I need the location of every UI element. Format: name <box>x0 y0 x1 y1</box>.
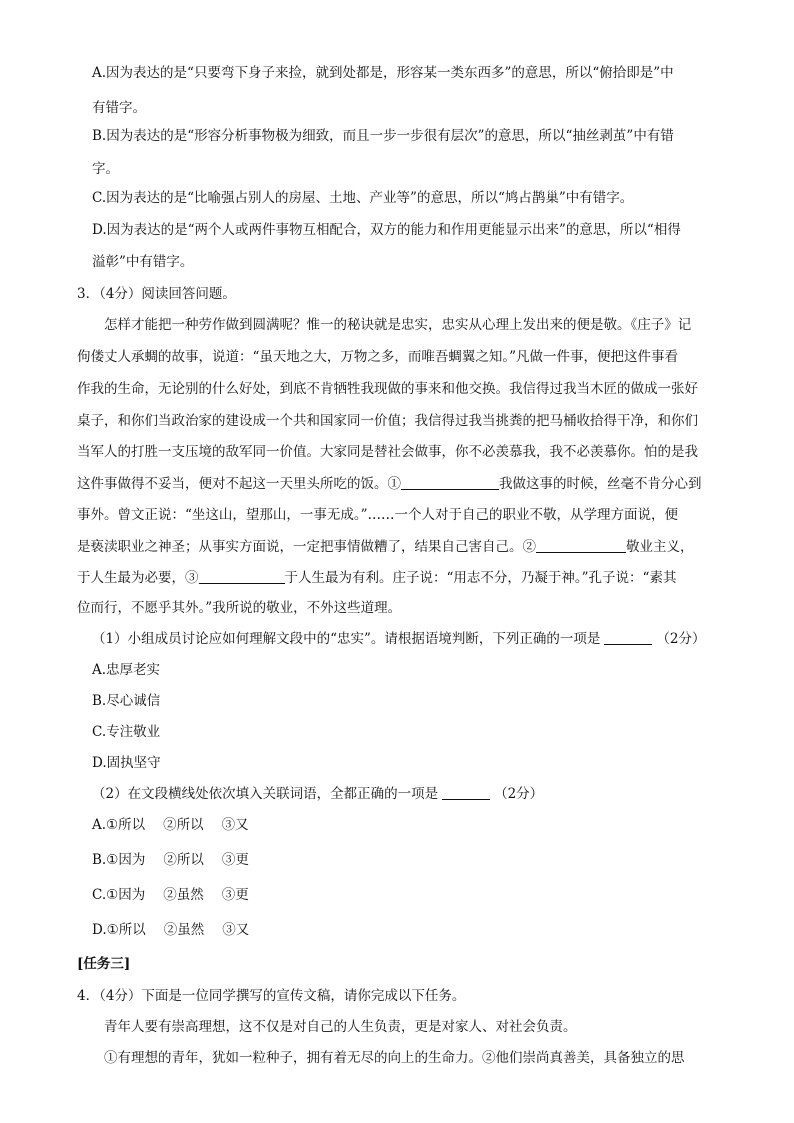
q4-text-line: ①有理想的青年，犹如一粒种子，拥有着无尽的向上的生命力。②他们崇尚真善美，具备独立的思 <box>104 1050 685 1066</box>
q3-sub1-option: A.忠厚老实 <box>92 662 161 678</box>
q3-passage-line: 怎样才能把一种劳作做到圆满呢？惟一的秘诀就是忠实，忠实从心理上发出来的便是敬。《庄子》记 <box>104 317 692 333</box>
q3-sub2-option: A.①所以 ②所以 ③又 <box>92 817 249 833</box>
q3-passage-line: 当军人的打胜一支压境的敌军同一价值。大家同是替社会做事，你不必羡慕我，我不必羡慕你。怕的是我 <box>77 444 698 460</box>
q3-passage-line: 这件事做得不妥当，便对不起这一天里头所吃的饭。① 我做这事的时候，丝毫不肯分心到 <box>77 476 702 492</box>
q4-title: 4．（4分）下面是一位同学撰写的宣传文稿，请你完成以下任务。 <box>77 988 466 1004</box>
q3-sub1-option: C.专注敬业 <box>92 724 161 740</box>
q3-passage-line: 作我的生命，无论别的什么好处，到底不肯牺牲我现做的事来和他交换。我信得过我当木匠的做成一张好 <box>77 381 698 397</box>
answer-blank[interactable] <box>442 785 490 800</box>
answer-blank[interactable] <box>604 630 652 645</box>
task-heading: [任务三] <box>77 956 131 972</box>
q3-passage-line: 桌子，和你们当政治家的建设成一个共和国家同一价值；我信得过我当挑粪的把马桶收拾得干净，和你们 <box>77 413 698 429</box>
q3-passage-line: 事外。曾文正说：“坐这山，望那山，一事无成。”……一个人对于自己的职业不敬，从学理方面说，便 <box>77 507 679 523</box>
blank-3[interactable] <box>199 569 285 584</box>
blank-1[interactable] <box>401 475 499 490</box>
q3-sub2-option: C.①因为 ②虽然 ③更 <box>92 887 249 903</box>
q3-sub2-stem: （2）在文段横线处依次填入关联词语，全都正确的一项是 （2分） <box>92 786 544 802</box>
q3-passage-line: 佝偻丈人承蜩的故事，说道：“虽天地之大，万物之多，而唯吾蜩翼之知。”凡做一件事，便把这件事看 <box>77 349 679 365</box>
q2-option-b-line2: 字。 <box>92 161 119 177</box>
q3-passage-line: 是亵渎职业之神圣；从事实方面说，一定把事情做糟了，结果自己害自己。② 敬业主义， <box>77 539 694 555</box>
q3-passage-line: 于人生最为必要，③ 于人生最为有利。庄子说：“用志不分，乃凝于神。”孔子说：“素其 <box>77 570 677 586</box>
q2-option-d-line1: D.因为表达的是“两个人或两件事物互相配合，双方的能力和作用更能显示出来”的意思，所以“相得 <box>92 222 681 238</box>
q4-text-line: 青年人要有崇高理想，这不仅是对自己的人生负责，更是对家人、对社会负责。 <box>104 1019 577 1035</box>
q3-passage-line: 位而行，不愿乎其外。”我所说的敬业，不外这些道理。 <box>77 600 402 616</box>
q2-option-c: C.因为表达的是“比喻强占别人的房屋、土地、产业等”的意思，所以“鸠占鹊巢”中有错字。 <box>92 190 634 206</box>
blank-2[interactable] <box>536 538 626 553</box>
q2-option-a-line2: 有错字。 <box>92 100 146 116</box>
q3-sub2-option: B.①因为 ②所以 ③更 <box>92 852 249 868</box>
q2-option-d-line2: 溢彰”中有错字。 <box>92 254 194 270</box>
q3-sub1-stem: （1）小组成员讨论应如何理解文段中的“忠实”。请根据语境判断，下列正确的一项是 （2分） <box>92 631 706 647</box>
q2-option-a-line1: A.因为表达的是“只要弯下身子来捡，就到处都是，形容某一类东西多”的意思，所以“俯拾即是”中 <box>92 65 674 81</box>
q3-title: 3．（4分）阅读回答问题。 <box>77 286 236 302</box>
q3-sub2-option: D.①所以 ②虽然 ③又 <box>92 922 250 938</box>
q2-option-b-line1: B.因为表达的是“形容分析事物极为细致，而且一步一步很有层次”的意思，所以“抽丝剥茧”中有错 <box>92 128 674 144</box>
q3-sub1-option: B.尽心诚信 <box>92 693 161 709</box>
q3-sub1-option: D.固执坚守 <box>92 755 161 771</box>
